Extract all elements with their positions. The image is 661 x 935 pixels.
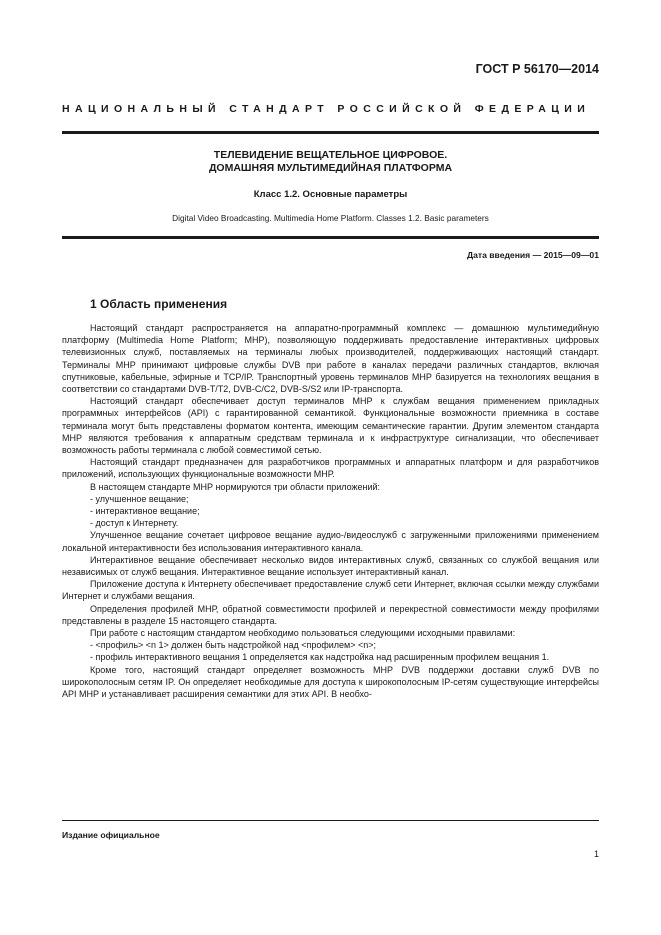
- footer-rule: [62, 820, 599, 821]
- paragraph: При работе с настоящим стандартом необходимо пользоваться следующими исходными правилами:: [90, 628, 516, 639]
- class-title: Класс 1.2. Основные параметры: [253, 189, 408, 200]
- paragraph: Кроме того, настоящий стандарт определяет возможность МНР DVB поддержки доставки служб DVB по широкополосным сетям IP. Он определяет необходимые для доступа к широкополосным IP-сетям существующие интерфейсы API МНР и устанавливает расширения семантики для этих API. В необхо-: [62, 664, 599, 700]
- title-bottom-rule: [62, 236, 599, 239]
- list-item: - доступ к Интернету.: [90, 518, 179, 529]
- document-title: [62, 149, 599, 175]
- page-number: 1: [593, 849, 599, 859]
- list-item: - профиль интерактивного вещания 1 определяется как надстройка над расширенным профилем вещания 1.: [90, 652, 550, 663]
- list-item: - интерактивное вещание;: [90, 506, 200, 517]
- national-standard-heading: НАЦИОНАЛЬНЫЙ СТАНДАРТ РОССИЙСКОЙ ФЕДЕРАЦИИ: [62, 103, 591, 115]
- official-edition-label: Издание официальное: [62, 830, 160, 840]
- paragraph: В настоящем стандарте МНР нормируются три области приложений:: [90, 481, 381, 492]
- section-heading: 1 Область применения: [90, 297, 228, 311]
- paragraph: Настоящий стандарт распространяется на аппаратно-программный комплекс — домашнюю мультимедийную платформу (Multimedia Home Platform; MHP), позволяющую поддерживать предоставление интерактивных цифровых телевизионных служб, поставляемых на терминалы любых производителей, поддерживающих настоящий стандарт. Терминалы МНР принимают цифровые службы DVB при работе в каналах передачи различных стандартов, включая спутниковые, кабельные, эфирные и TCP/IP. Транспортный уровень терминалов МНР базируется на технологиях вещания в соответствии со стандартами DVB-T/T2, DVB-C/C2, DVB-S/S2 или IP-транспорта.: [62, 323, 599, 395]
- paragraph: Интерактивное вещание обеспечивает несколько видов интерактивных служб, связанных со службой вещания или независимых от служб вещания. Интерактивное вещание использует интерактивный канал.: [62, 554, 599, 578]
- paragraph: Приложение доступа к Интернету обеспечивает предоставление служб сети Интернет, включая ссылки между службами Интернет и службами вещания.: [62, 579, 599, 602]
- list-item: - улучшенное вещание;: [90, 493, 189, 504]
- paragraph: Настоящий стандарт предназначен для разработчиков программных и аппаратных платформ и для разработчиков приложений, использующих функциональные возможности МНР.: [62, 457, 599, 480]
- paragraph: Настоящий стандарт обеспечивает доступ терминалов МНР к службам вещания применением прикладных программных интерфейсов (API) с гарантированной семантикой. Функциональные возможности приемника в составе терминала могут быть представлены форматом контента, имеющим семантические гарантии. Другим элементом стандарта МНР являются требования к аппаратным средствам терминала и к инфраструктуре сигнализации, что обеспечивает возможность работы терминала с любой совместимой сетью.: [62, 396, 599, 456]
- paragraph: Определения профилей МНР, обратной совместимости профилей и перекрестной совместимости между профилями представлены в разделе 15 настоящего стандарта.: [62, 603, 599, 626]
- title-line-1: ТЕЛЕВИДЕНИЕ ВЕЩАТЕЛЬНОЕ ЦИФРОВОЕ.: [213, 149, 448, 161]
- introduction-date: Дата введения — 2015—09—01: [466, 250, 599, 260]
- list-item: - <профиль> <n 1> должен быть надстройкой над <профилем> <n>;: [90, 640, 377, 651]
- english-title: Digital Video Broadcasting. Multimedia Home Platform. Classes 1.2. Basic parameters: [172, 213, 489, 223]
- title-line-2: ДОМАШНЯЯ МУЛЬТИМЕДИЙНАЯ ПЛАТФОРМА: [208, 162, 453, 174]
- standard-number: ГОСТ Р 56170—2014: [475, 62, 599, 76]
- section-body: [62, 322, 599, 700]
- top-rule: [62, 131, 599, 134]
- paragraph: Улучшенное вещание сочетает цифровое вещание аудио-/видеослужб с загруженными приложениями применением локальной интерактивности без использования интерактивного канала.: [62, 530, 599, 553]
